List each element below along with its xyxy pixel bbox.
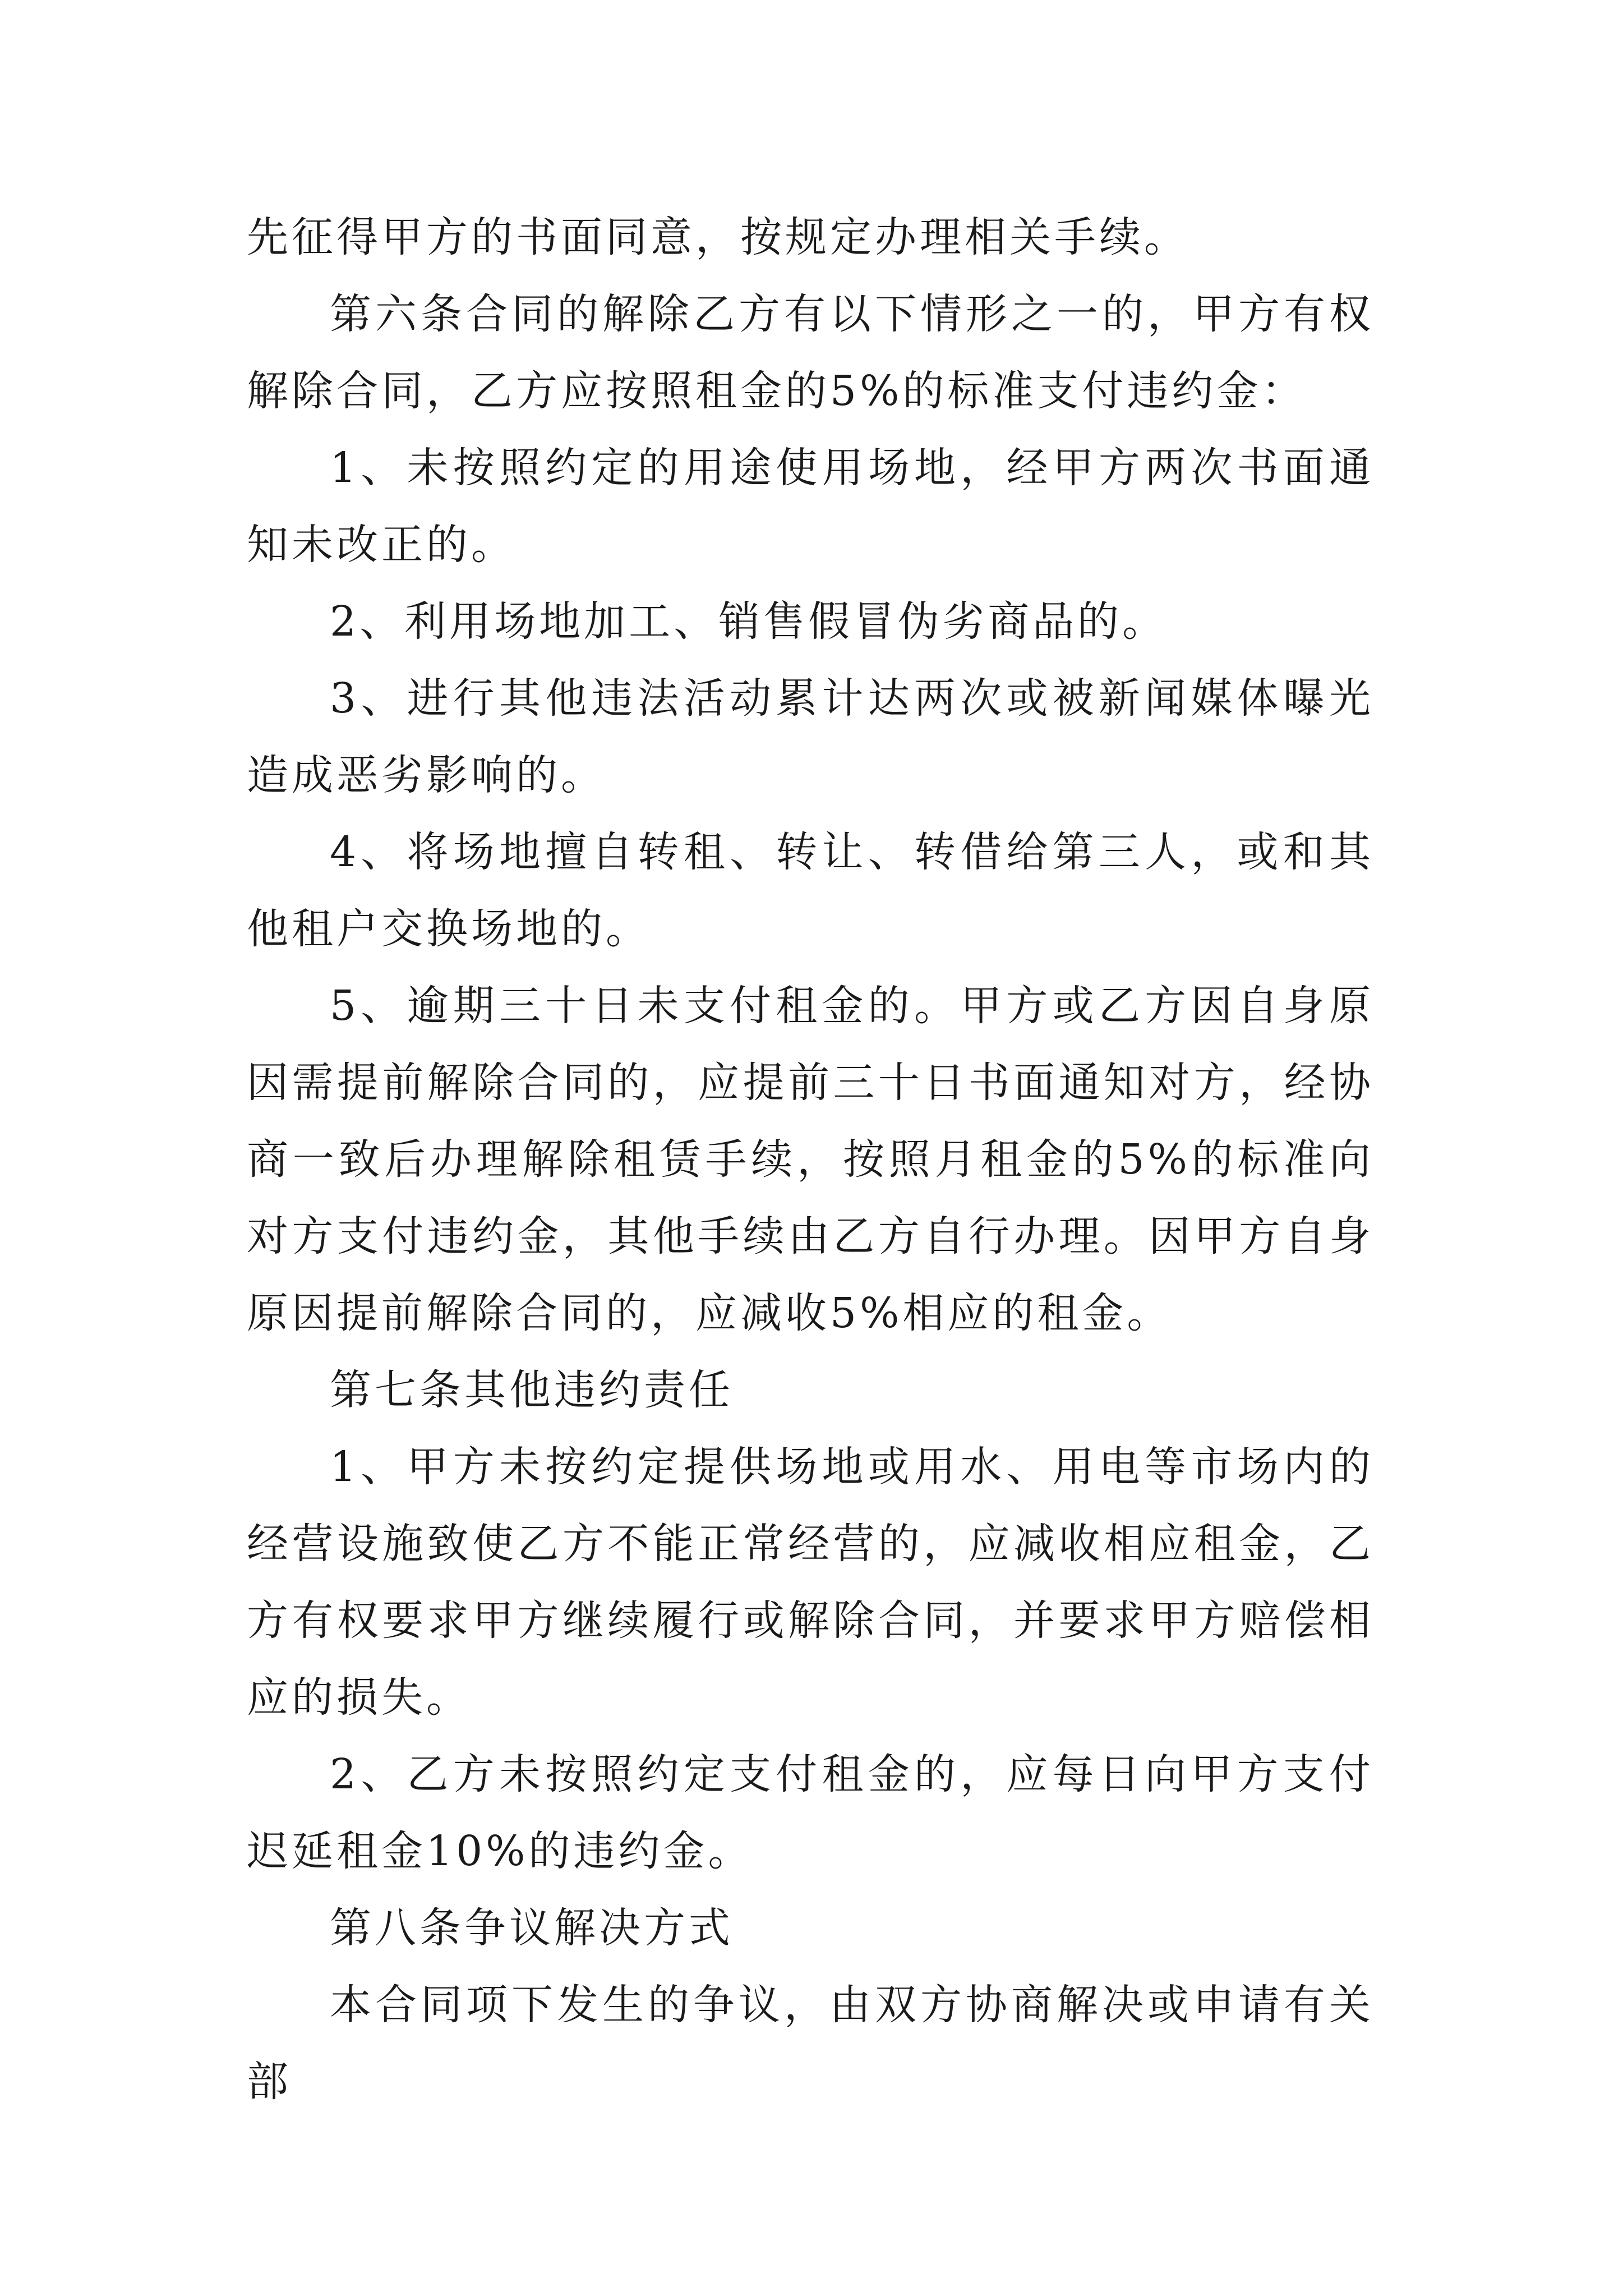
paragraph-article-7-item-2: 2、乙方未按照约定支付租金的，应每日向甲方支付迟延租金10%的违约金。 (247, 1750, 1374, 1875)
paragraph-article-7-item-1: 1、甲方未按约定提供场地或用水、用电等市场内的经营设施致使乙方不能正常经营的，应减收相应租金，乙方有权要求甲方继续履行或解除合同，并要求甲方赔偿相应的损失。 (247, 1443, 1374, 1722)
paragraph-item-5: 5、逾期三十日未支付租金的。甲方或乙方因自身原因需提前解除合同的，应提前三十日书面通知对方，经协商一致后办理解除租赁手续，按照月租金的5%的标准向对方支付违约金，其他手续由乙方自行办理。因甲方自身原因提前解除合同的，应减收5%相应的租金。 (247, 982, 1374, 1337)
paragraph-item-3: 3、进行其他违法活动累计达两次或被新闻媒体曝光造成恶劣影响的。 (247, 674, 1374, 799)
paragraph-item-4: 4、将场地擅自转租、转让、转借给第三人，或和其他租户交换场地的。 (247, 828, 1374, 953)
heading-article-8: 第八条争议解决方式 (330, 1904, 734, 1952)
paragraph-continuation: 先征得甲方的书面同意，按规定办理相关手续。 (247, 213, 1189, 261)
heading-article-7: 第七条其他违约责任 (330, 1366, 734, 1414)
paragraph-item-2: 2、利用场地加工、销售假冒伪劣商品的。 (330, 597, 1168, 646)
document-body (247, 199, 1374, 2120)
paragraph-article-6: 第六条合同的解除乙方有以下情形之一的，甲方有权解除合同，乙方应按照租金的5%的标准支付违约金： (247, 290, 1374, 415)
paragraph-article-8-body: 本合同项下发生的争议，由双方协商解决或申请有关部 (247, 1981, 1374, 2106)
paragraph-item-1: 1、未按照约定的用途使用场地，经甲方两次书面通知未改正的。 (247, 444, 1374, 569)
